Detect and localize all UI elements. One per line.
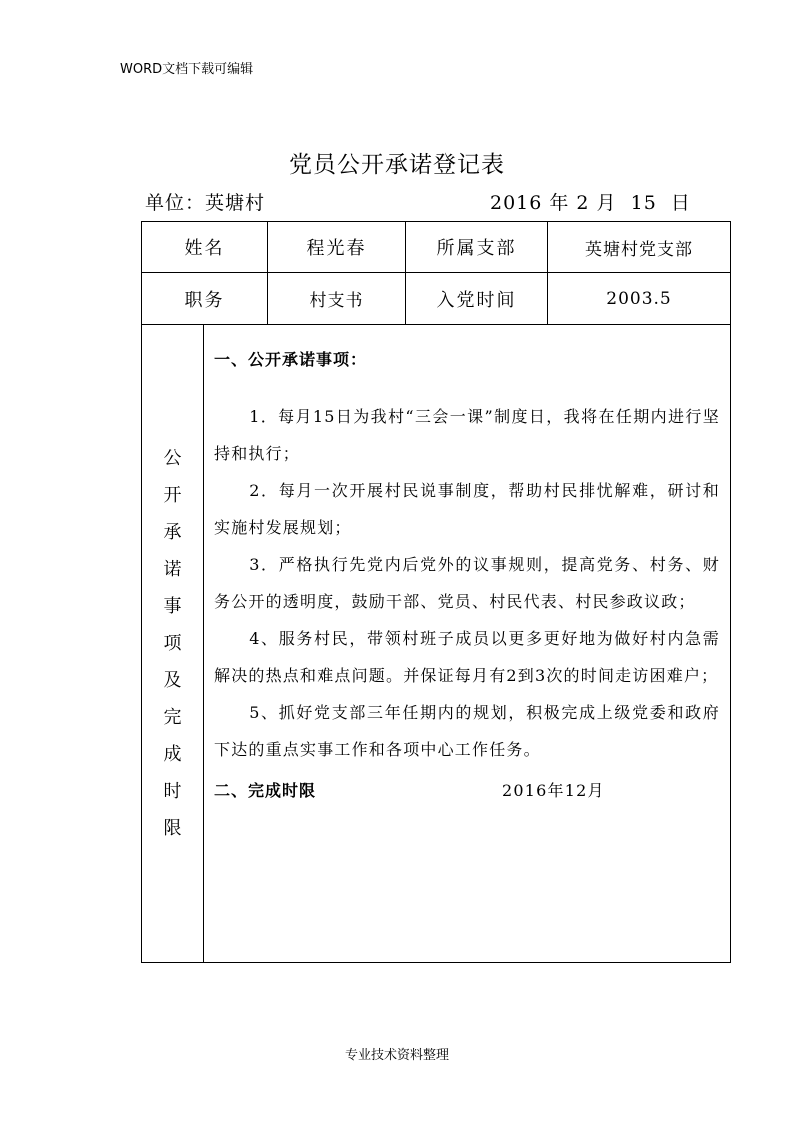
side-label-char: 诺: [163, 559, 182, 580]
table-row: [142, 222, 731, 273]
side-label-char: 完: [163, 707, 182, 728]
registration-table: [141, 221, 731, 963]
form-date: 2016 年 2 月 15 日: [490, 192, 691, 214]
side-label-char: 限: [163, 818, 182, 839]
side-label-char: 成: [163, 744, 182, 765]
join-value: 2003.5: [548, 273, 731, 325]
unit-label: 单位：英塘村: [145, 192, 266, 214]
deadline-heading: 二、完成时限: [214, 781, 317, 800]
content-cell: [204, 325, 731, 963]
position-value: 村支书: [268, 273, 406, 325]
table-row: [142, 325, 731, 963]
side-label-char: 项: [163, 633, 182, 654]
branch-label: 所属支部: [406, 222, 548, 273]
header-note: WORD文档下载可编辑: [120, 62, 254, 77]
deadline-row: [214, 772, 720, 809]
commitment-item: 3．严格执行先党内后党外的议事规则，提高党务、村务、财务公开的透明度，鼓励干部、党员、村民代表、村民参政议政；: [214, 555, 720, 611]
commitments-heading: 一、公开承诺事项：: [214, 350, 368, 369]
join-label: 入党时间: [406, 273, 548, 325]
side-label-char: 开: [163, 485, 182, 506]
branch-value: 英塘村党支部: [548, 222, 731, 273]
commitment-item: 5、抓好党支部三年任期内的规划，积极完成上级党委和政府下达的重点实事工作和各项中心工作任务。: [214, 703, 720, 759]
deadline-value: 2016年12月: [502, 781, 605, 800]
page-title: 党员公开承诺登记表: [289, 152, 505, 178]
commitment-item: 4、服务村民，带领村班子成员以更多更好地为做好村内急需解决的热点和难点问题。并保证每月有2到3次的时间走访困难户；: [214, 629, 720, 685]
side-label-char: 及: [163, 670, 182, 691]
position-label: 职务: [142, 273, 268, 325]
commitment-item: 1．每月15日为我村“三会一课”制度日，我将在任期内进行坚持和执行；: [214, 407, 720, 463]
name-label: 姓名: [142, 222, 268, 273]
name-value: 程光春: [268, 222, 406, 273]
unit-line: [145, 188, 691, 214]
side-label-char: 承: [163, 522, 182, 543]
side-label-cell: [142, 325, 204, 963]
content: [204, 325, 730, 809]
table-row: [142, 273, 731, 325]
side-label: [142, 440, 203, 847]
commitment-item: 2．每月一次开展村民说事制度，帮助村民排忧解难，研讨和实施村发展规划；: [214, 481, 720, 537]
side-label-char: 事: [163, 596, 182, 617]
side-label-char: 时: [163, 781, 182, 802]
side-label-char: 公: [163, 448, 182, 469]
footer-note: 专业技术资料整理: [344, 1048, 449, 1063]
